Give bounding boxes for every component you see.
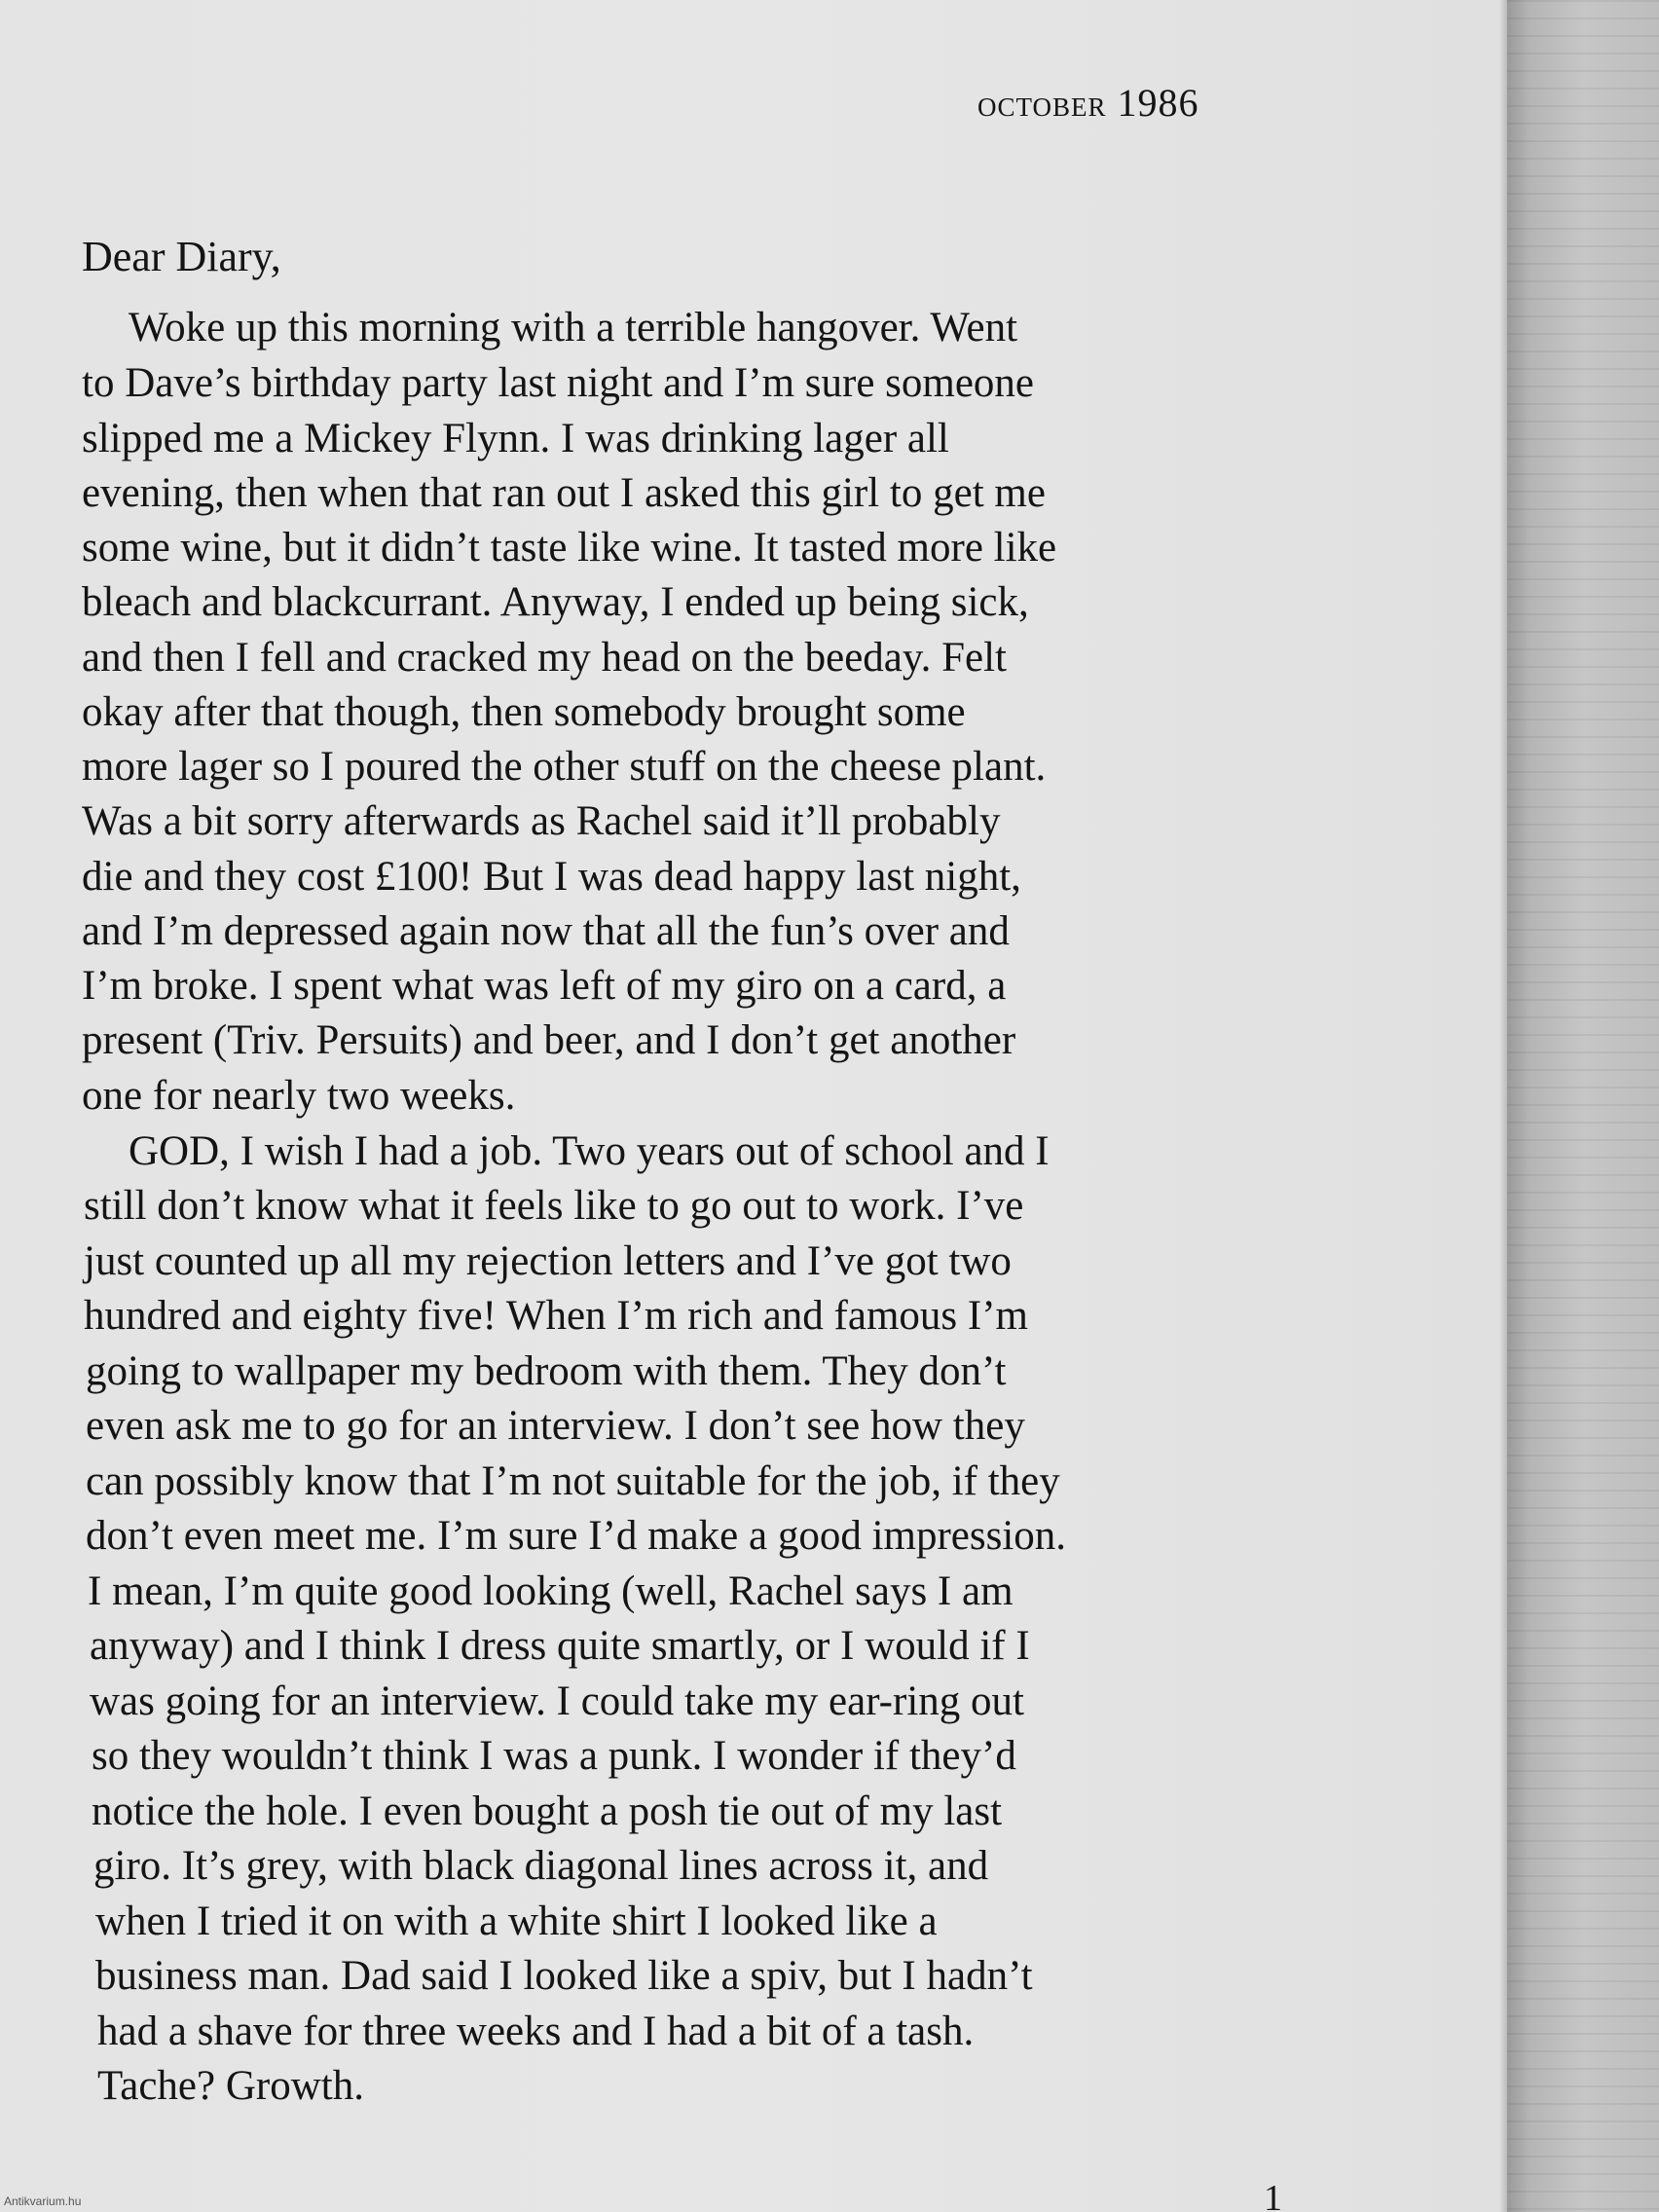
text-line: just counted up all my rejection letters and I’ve got two — [84, 1238, 1012, 1284]
text-line: okay after that though, then somebody brought some — [82, 689, 966, 735]
page-edges — [1507, 0, 1659, 2212]
text-line: some wine, but it didn’t taste like wine. It tasted more like — [82, 525, 1057, 571]
running-head-month: october — [977, 84, 1107, 125]
text-line: going to wallpaper my bedroom with them. They don’t — [86, 1348, 1007, 1394]
text-line: evening, then when that ran out I asked this girl to get me — [82, 470, 1046, 516]
text-line: was going for an interview. I could take my ear-ring out — [90, 1678, 1024, 1724]
text-line: can possibly know that I’m not suitable for the job, if they — [86, 1458, 1060, 1504]
text-line: so they wouldn’t think I was a punk. I wonder if they’d — [92, 1733, 1016, 1779]
salutation: Dear Diary, — [82, 233, 281, 280]
text-line: still don’t know what it feels like to go out to work. I’ve — [84, 1183, 1024, 1229]
text-line: and I’m depressed again now that all the fun’s over and — [82, 908, 1010, 954]
text-line: hundred and eighty five! When I’m rich and famous I’m — [84, 1293, 1028, 1339]
text-line: Woke up this morning with a terrible hangover. Went — [129, 305, 1018, 350]
text-line: giro. It’s grey, with black diagonal lines across it, and — [93, 1843, 989, 1889]
text-line: Was a bit sorry afterwards as Rachel said it’ll probably — [82, 798, 1001, 844]
text-line: business man. Dad said I looked like a spiv, but I hadn’t — [95, 1953, 1033, 1999]
watermark: Antikvarium.hu — [4, 2194, 82, 2208]
running-head — [977, 80, 1199, 126]
text-line: to Dave’s birthday party last night and I’m sure someone — [82, 360, 1035, 406]
text-line: I mean, I’m quite good looking (well, Rachel says I am — [88, 1568, 1014, 1614]
text-line: slipped me a Mickey Flynn. I was drinking lager all — [82, 416, 949, 461]
page-number: 1 — [1264, 2178, 1282, 2212]
text-line: had a shave for three weeks and I had a bit of a tash. — [97, 2009, 975, 2054]
text-line: die and they cost £100! But I was dead happy last night, — [82, 854, 1021, 900]
text-line: bleach and blackcurrant. Anyway, I ended up being sick, — [82, 579, 1029, 625]
text-line: even ask me to go for an interview. I don’t see how they — [86, 1403, 1025, 1449]
text-line: present (Triv. Persuits) and beer, and I don’t get another — [82, 1017, 1016, 1063]
text-line: notice the hole. I even bought a posh tie out of my last — [92, 1788, 1003, 1834]
running-head-year: 1986 — [1117, 81, 1199, 125]
text-line: more lager so I poured the other stuff on the cheese plant. — [82, 744, 1047, 790]
text-line: don’t even meet me. I’m sure I’d make a good impression. — [86, 1513, 1067, 1559]
text-line: Tache? Growth. — [97, 2063, 364, 2109]
text-line: when I tried it on with a white shirt I looked like a — [95, 1899, 938, 1944]
text-line: one for nearly two weeks. — [82, 1073, 516, 1119]
text-line: GOD, I wish I had a job. Two years out of school and I — [129, 1128, 1050, 1174]
text-line: and then I fell and cracked my head on the beeday. Felt — [82, 635, 1007, 681]
text-line: I’m broke. I spent what was left of my giro on a card, a — [82, 963, 1007, 1009]
text-line: anyway) and I think I dress quite smartly, or I would if I — [90, 1623, 1030, 1669]
